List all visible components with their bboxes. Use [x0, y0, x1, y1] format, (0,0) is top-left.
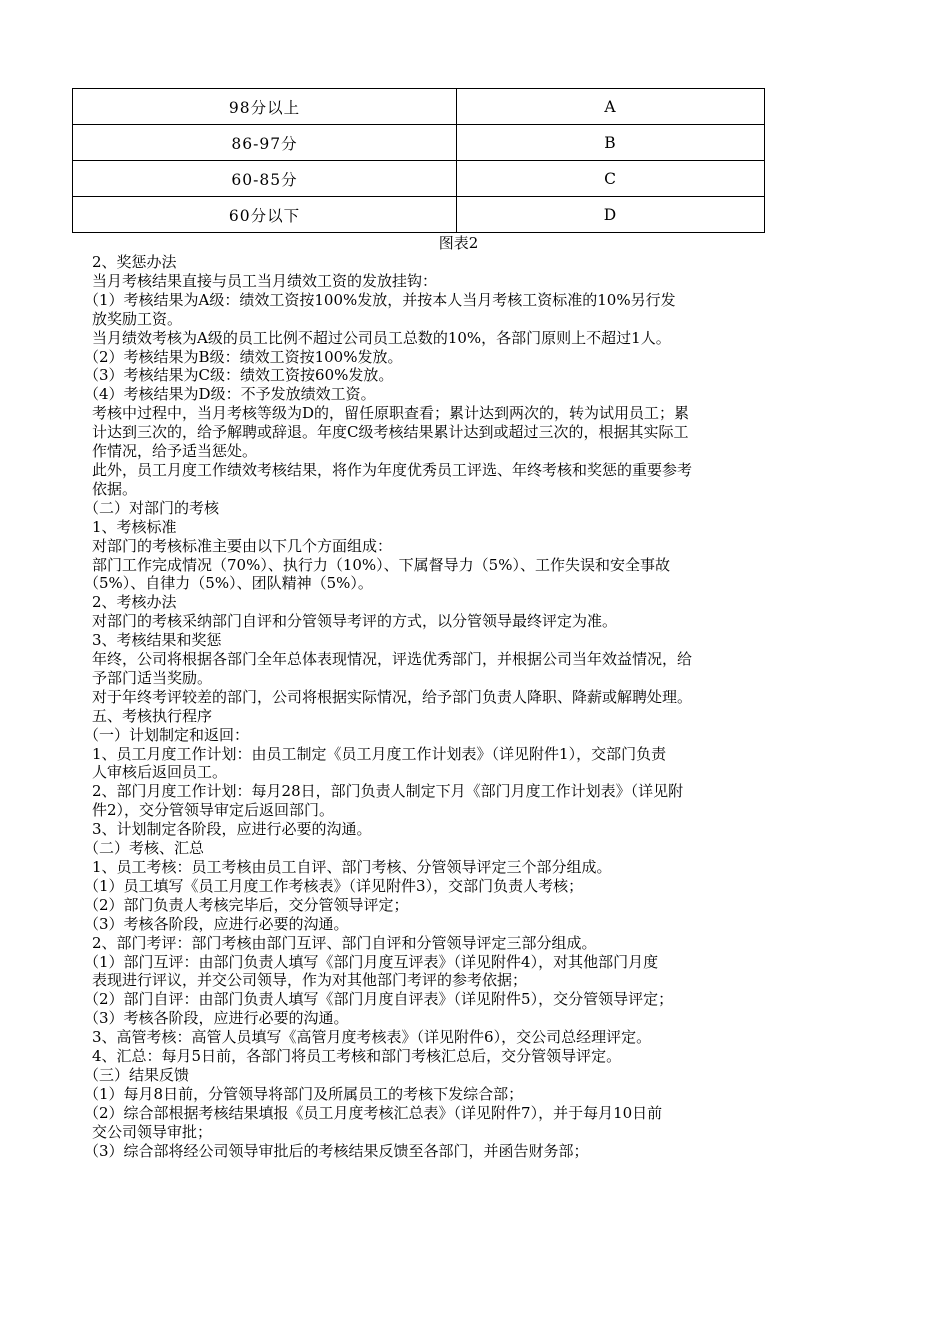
text-line: （三）结果反馈 [84, 1065, 190, 1084]
text-line: （3）考核结果为C级：绩效工资按60%发放。 [84, 366, 394, 385]
table-row [73, 89, 765, 125]
text-line: 当月绩效考核为A级的员工比例不超过公司员工总数的10%，各部门原则上不超过1人。 [92, 328, 671, 347]
text-line: （1）部门互评：由部门负责人填写《部门月度互评表》（详见附件4），对其他部门月度 [84, 952, 659, 971]
text-line: 作情况，给予适当惩处。 [92, 442, 258, 461]
text-line: 依据。 [92, 479, 138, 498]
grade-table [72, 88, 765, 233]
text-line: 部门工作完成情况（70%）、执行力（10%）、下属督导力（5%）、工作失误和安全事故 [92, 555, 670, 574]
text-line: 1、考核标准 [92, 517, 177, 536]
text-line: 3、高管考核：高管人员填写《高管月度考核表》（详见附件6），交公司总经理评定。 [92, 1028, 652, 1047]
grade-cell: B [457, 125, 765, 161]
table-row [73, 161, 765, 197]
text-line: （4）考核结果为D级：不予发放绩效工资。 [84, 385, 376, 404]
text-line: 放奖励工资。 [92, 309, 183, 328]
text-line: 2、考核办法 [92, 593, 177, 612]
text-line: （2）综合部根据考核结果填报《员工月度考核汇总表》（详见附件7），并于每月10日前 [84, 1103, 663, 1122]
text-line: （3）考核各阶段，应进行必要的沟通。 [84, 914, 349, 933]
text-line: 当月考核结果直接与员工当月绩效工资的发放挂钩： [92, 271, 438, 290]
text-line: 予部门适当奖励。 [92, 668, 213, 687]
text-line: （2）部门负责人考核完毕后，交分管领导评定； [84, 895, 409, 914]
text-line: 3、考核结果和奖惩 [92, 631, 222, 650]
text-line: 人审核后返回员工。 [92, 763, 228, 782]
table-caption: 图表2 [438, 234, 479, 252]
text-line: 计达到三次的，给予解聘或辞退。年度C级考核结果累计达到或超过三次的，根据其实际工 [92, 423, 689, 442]
text-line: （二）对部门的考核 [84, 498, 220, 517]
text-line: 2、部门考评：部门考核由部门互评、部门自评和分管领导评定三部分组成。 [92, 933, 597, 952]
text-line: （1）每月8日前，分管领导将部门及所属员工的考核下发综合部； [84, 1084, 524, 1103]
grade-cell: A [457, 89, 765, 125]
table-row [73, 197, 765, 233]
text-line: 对部门的考核标准主要由以下几个方面组成： [92, 536, 393, 555]
table-row [73, 125, 765, 161]
text-line: 考核中过程中，当月考核等级为D的，留任原职查看；累计达到两次的，转为试用员工；累 [92, 404, 690, 423]
text-line: 4、汇总：每月5日前，各部门将员工考核和部门考核汇总后，交分管领导评定。 [92, 1047, 622, 1066]
text-line: 2、奖惩办法 [92, 253, 177, 271]
grade-cell: D [457, 197, 765, 233]
grade-cell: C [457, 161, 765, 197]
score-cell: 98分以上 [73, 89, 457, 125]
text-line: （1）考核结果为A级：绩效工资按100%发放，并按本人当月考核工资标准的10%另行发 [84, 290, 676, 309]
text-line: （一）计划制定和返回： [84, 725, 250, 744]
text-line: 五、考核执行程序 [92, 706, 213, 725]
text-line: （3）综合部将经公司领导审批后的考核结果反馈至各部门，并函告财务部； [84, 1141, 589, 1160]
text-line: 年终，公司将根据各部门全年总体表现情况，评选优秀部门，并根据公司当年效益情况，给 [92, 650, 693, 669]
text-line: 对于年终考评较差的部门，公司将根据实际情况，给予部门负责人降职、降薪或解聘处理。 [92, 687, 693, 706]
score-cell: 86-97分 [73, 125, 457, 161]
text-line: 此外，员工月度工作绩效考核结果，将作为年度优秀员工评选、年终考核和奖惩的重要参考 [92, 460, 693, 479]
text-line: （5%）、自律力（5%）、团队精神（5%）。 [84, 574, 373, 593]
text-line: 3、计划制定各阶段，应进行必要的沟通。 [92, 820, 372, 839]
text-line: 2、部门月度工作计划：每月28日，部门负责人制定下月《部门月度工作计划表》（详见附 [92, 782, 684, 801]
text-line: （二）考核、汇总 [84, 839, 205, 858]
text-line: （2）部门自评：由部门负责人填写《部门月度自评表》（详见附件5），交分管领导评定； [84, 990, 674, 1009]
text-line: （2）考核结果为B级：绩效工资按100%发放。 [84, 347, 403, 366]
text-line: 交公司领导审批； [92, 1122, 213, 1141]
text-line: 对部门的考核采纳部门自评和分管领导考评的方式，以分管领导最终评定为准。 [92, 612, 618, 631]
text-line: 表现进行评议，并交公司领导，作为对其他部门考评的参考依据； [92, 971, 528, 990]
text-line: 1、员工月度工作计划：由员工制定《员工月度工作计划表》（详见附件1），交部门负责 [92, 744, 667, 763]
document-page [84, 88, 862, 1161]
body-text [84, 253, 862, 1161]
text-line: 1、员工考核：员工考核由员工自评、部门考核、分管领导评定三个部分组成。 [92, 858, 612, 876]
text-line: （1）员工填写《员工月度工作考核表》（详见附件3），交部门负责人考核； [84, 876, 584, 895]
text-line: （3）考核各阶段，应进行必要的沟通。 [84, 1009, 349, 1028]
score-cell: 60分以下 [73, 197, 457, 233]
text-line: 件2），交分管领导审定后返回部门。 [92, 801, 335, 820]
score-cell: 60-85分 [73, 161, 457, 197]
